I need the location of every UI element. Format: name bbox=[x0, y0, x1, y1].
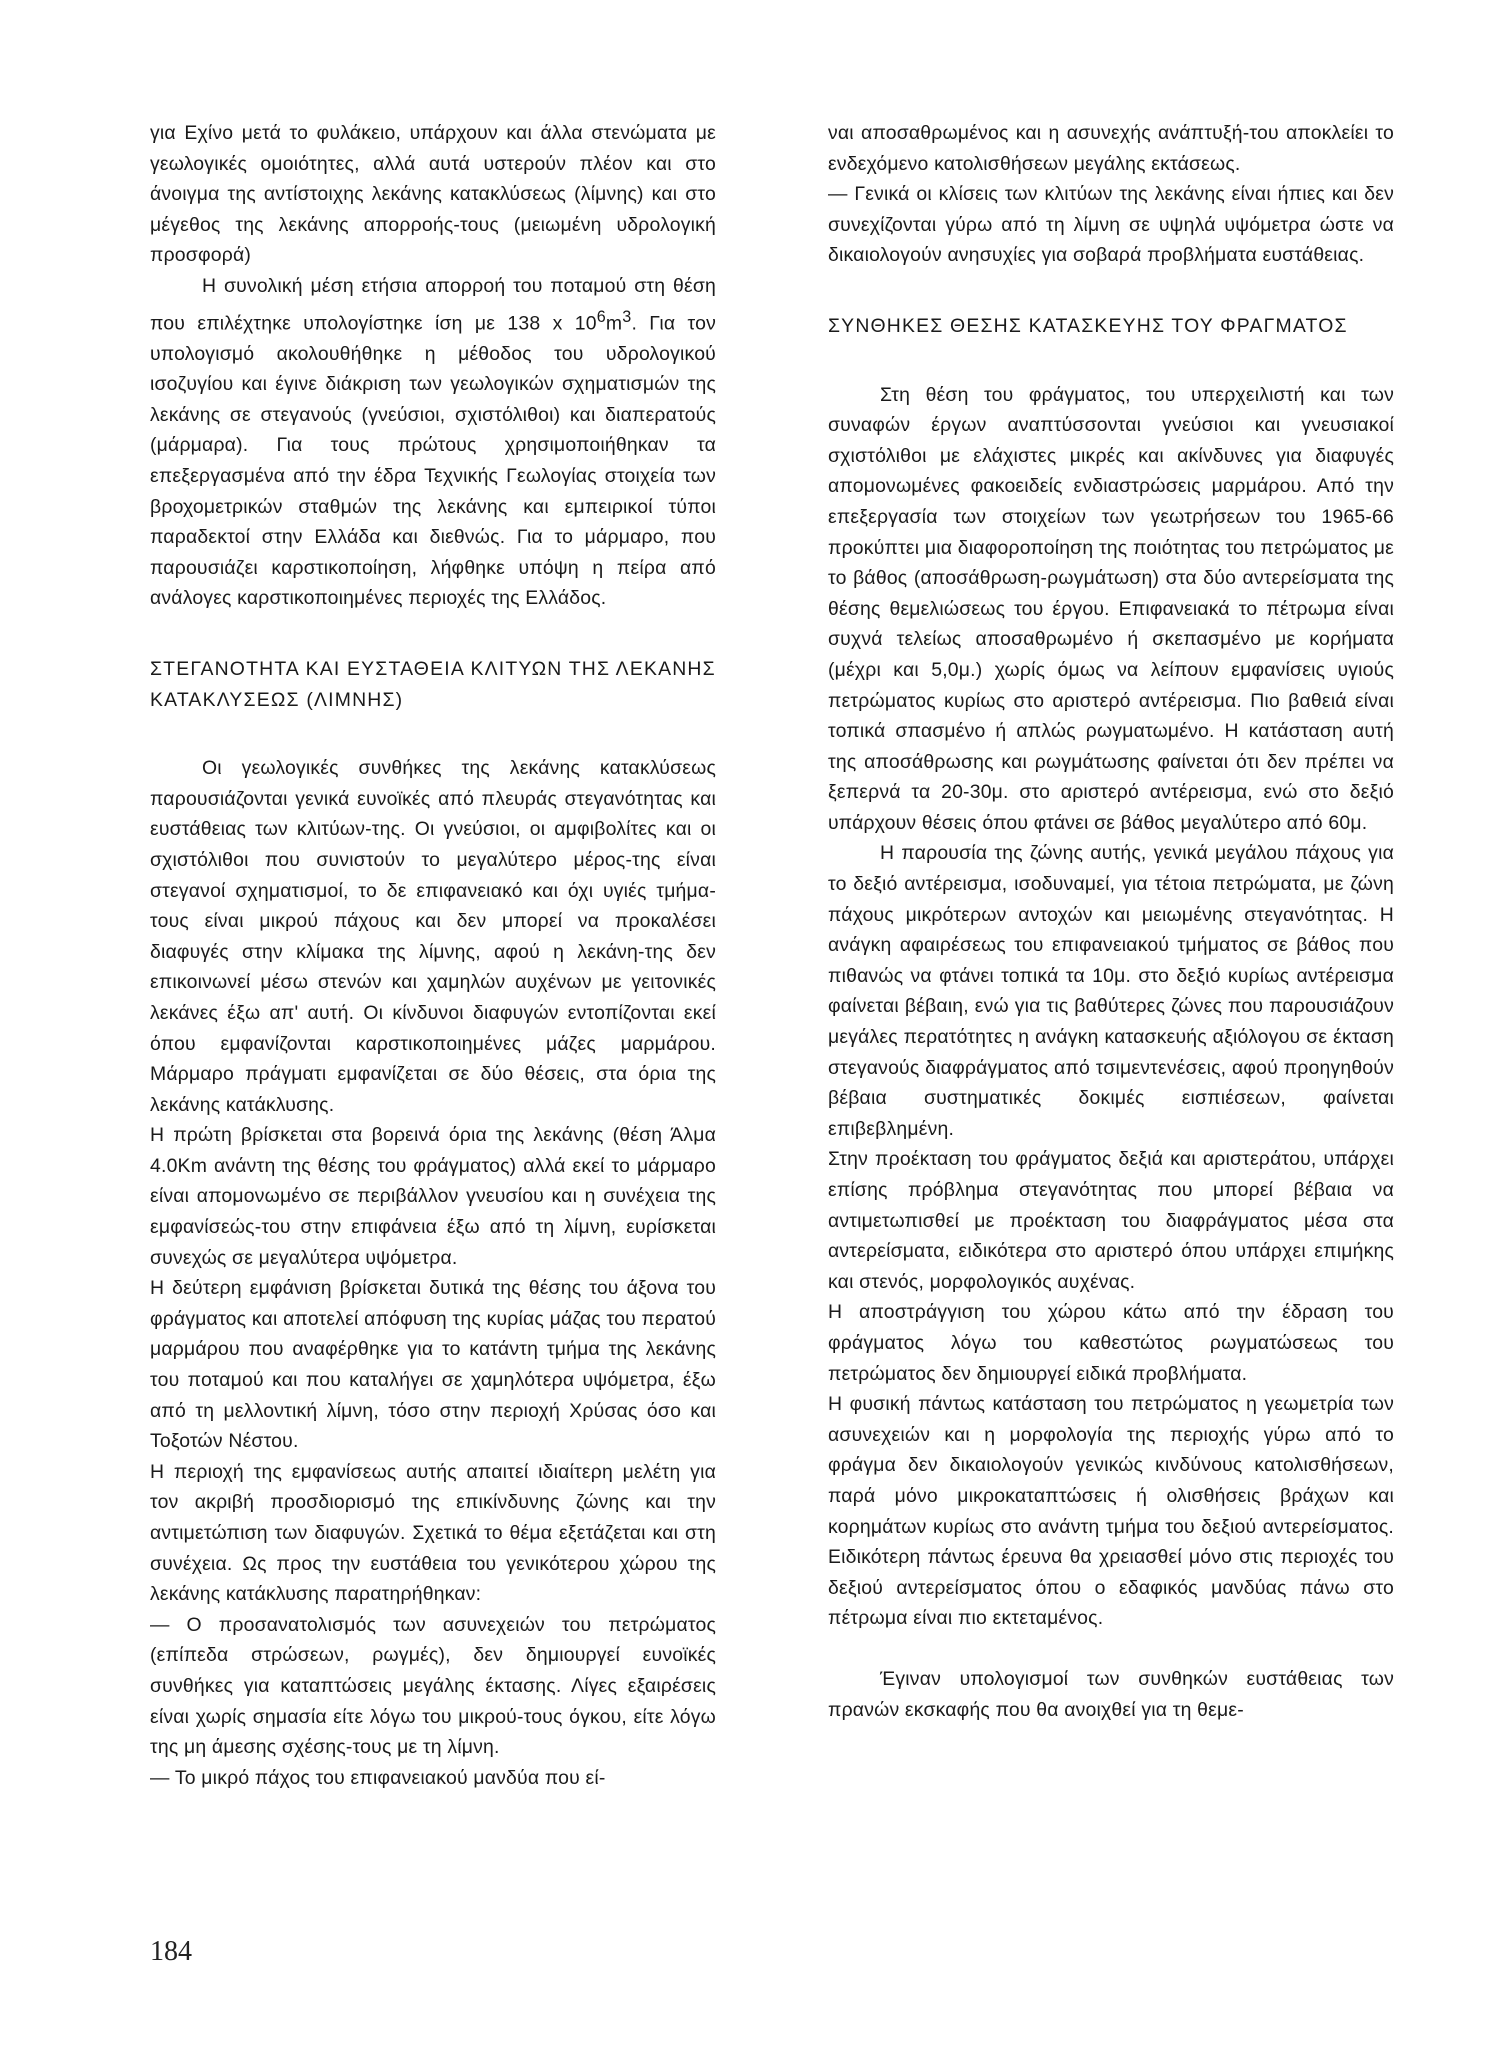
right-column bbox=[828, 118, 1394, 1725]
paragraph: Στην προέκταση του φράγματος δεξιά και αριστεράτου, υπάρχει επίσης πρόβλημα στεγανότητας που μπορεί βέβαια να αντιμετωπισθεί με προέκταση του διαφράγματος μέσα στα αντερείσματα, ειδικότερα στο αριστερό όπου υπάρχει επιμήκης και στενός, μορφολογικός αυχένας. bbox=[828, 1148, 1394, 1293]
exponent-three: 3 bbox=[622, 307, 632, 326]
list-item: — Ο προσανατολισμός των ασυνεχειών του πετρώματος (επίπεδα στρώσεων, ρωγμές), δεν δημιουργεί ευνοϊκές συνθήκες για καταπτώσεις μεγάλης έκτασης. Λίγες εξαιρέσεις είναι χωρίς σημασία είτε λόγω του μικρού-τους όγκου, είτε λόγω της μη άμεσης σχέσης-τους με τη λίμνη. bbox=[150, 1613, 716, 1759]
paragraph: Η περιοχή της εμφανίσεως αυτής απαιτεί ιδιαίτερη μελέτη για τον ακριβή προσδιορισμό της επικίνδυνης ζώνης και την αντιμετώπιση των διαφυγών. Σχετικά το θέμα εξετάζεται και στη συνέχεια. Ως προς την ευστάθεια του γενικότερου χώρου της λεκάνης κατάκλυσης παρατηρήθηκαν: bbox=[150, 1460, 716, 1606]
paragraph: Η φυσική πάντως κατάσταση του πετρώματος η γεωμετρία των ασυνεχειών και η μορφολογία της περιοχής γύρω από το φράγμα δεν δικαιολογούν γενικώς κινδύνους κατολισθήσεων, παρά μόνο μικροκαταπτώσεις ή ολισθήσεις βράχων και κορημάτων κυρίως στο ανάντη τμήμα του δεξιού αντερείσματος. Ειδικότερη πάντως έρευνα θα χρειασθεί μόνο στις περιοχές του δεξιού αντερείσματος όπου ο εδαφικός μανδύας πάνω στο πέτρωμα είναι πιο εκτεταμένος. bbox=[828, 1393, 1394, 1630]
paragraph: Η δεύτερη εμφάνιση βρίσκεται δυτικά της θέσης του άξονα του φράγματος και αποτελεί απόφυση της κυρίας μάζας του περατού μαρμάρου που αναφέρθηκε για το κατάντη τμήμα της λεκάνης του ποταμού και που καταλήγει σε χαμηλότερα υψόμετρα, έξω από τη μελλοντική λίμνη, τόσο στην περιοχή Χρύσας όσο και Τοξοτών Νέστου. bbox=[150, 1277, 716, 1453]
section-heading-dam-site: ΣΥΝΘΗΚΕΣ ΘΕΣΗΣ ΚΑΤΑΣΚΕΥΗΣ ΤΟΥ ΦΡΑΓΜΑΤΟΣ bbox=[828, 314, 1348, 337]
runoff-text-start: Η συνολική μέση ετήσια απορροή του ποταμού στη θέση που επιλέχτηκε υπολογίστηκε ίση με 138 x 10 bbox=[150, 274, 716, 335]
paragraph-runoff bbox=[150, 271, 716, 614]
page-number: 184 bbox=[150, 1936, 192, 1967]
unit-meter: m bbox=[605, 312, 623, 335]
paragraph: Έγιναν υπολογισμοί των συνθηκών ευστάθειας των πρανών εκσκαφής που θα ανοιχθεί για τη θεμε- bbox=[828, 1667, 1394, 1721]
paragraph: Οι γεωλογικές συνθήκες της λεκάνης κατακλύσεως παρουσιάζονται γενικά ευνοϊκές από πλευράς στεγανότητας και ευστάθειας των κλιτύων-της. Οι γνεύσιοι, οι αμφιβολίτες και οι σχιστόλιθοι που συνιστούν το μεγαλύτερο μέρος-της είναι στεγανοί σχηματισμοί, το δε επιφανειακό και όχι υγιές τμήμα-τους είναι μικρού πάχους και δεν μπορεί να προκαλέσει διαφυγές στην κλίμακα της λίμνης, αφού η λεκάνη-της δεν επικοινωνεί μέσω στενών και χαμηλών αυχένων με γειτονικές λεκάνες έξω απ' αυτή. Οι κίνδυνοι διαφυγών εντοπίζονται εκεί όπου εμφανίζονται καρστικοποιημένες μάζες μαρμάρου. Μάρμαρο πράγματι εμφανίζεται σε δύο θέσεις, στα όρια της λεκάνης κατάκλυσης. bbox=[150, 757, 716, 1116]
paragraph: για Εχίνο μετά το φυλάκειο, υπάρχουν και άλλα στενώματα με γεωλογικές ομοιότητες, αλλά αυτά υστερούν πλέον και στο άνοιγμα της αντίστοιχης λεκάνης κατακλύσεως (λίμνης) και στο μέγεθος της λεκάνης απορροής-τους (μειωμένη υδρολογική προσφορά) bbox=[150, 122, 716, 267]
list-item: — Το μικρό πάχος του επιφανειακού μανδύα που εί- bbox=[150, 1766, 606, 1789]
list-item: — Γενικά οι κλίσεις των κλιτύων της λεκάνης είναι ήπιες και δεν συνεχίζονται γύρω από τη λίμνη σε υψηλά υψόμετρα ώστε να δικαιολογούν ανησυχίες για σοβαρά προβλήματα ευστάθειας. bbox=[828, 183, 1394, 267]
spacer bbox=[828, 1634, 1394, 1664]
paragraph: Η πρώτη βρίσκεται στα βορεινά όρια της λεκάνης (θέση Άλμα 4.0Km ανάντη της θέσης του φράγματος) αλλά εκεί το μάρμαρο είναι απομονωμένο σε περιβάλλον γνευσίου και η συνέχεια της εμφανίσεώς-του στην επιφάνεια έξω από τη λίμνη, ευρίσκεται συνεχώς σε μεγαλύτερα υψόμετρα. bbox=[150, 1124, 716, 1269]
section-heading-watertightness: ΣΤΕΓΑΝΟΤΗΤΑ ΚΑΙ ΕΥΣΤΑΘΕΙΑ ΚΛΙΤΥΩΝ ΤΗΣ ΛΕΚΑΝΗΣ ΚΑΤΑΚΛΥΣΕΩΣ (ΛΙΜΝΗΣ) bbox=[150, 657, 716, 711]
runoff-text-end: . Για τον υπολογισμό ακολουθήθηκε η μέθοδος του υδρολογικού ισοζυγίου και έγινε διάκριση των γεωλογικών σχηματισμών της λεκάνης σε στεγανούς (γνεύσιοι, σχιστόλιθοι) και διαπερατούς (μάρμαρα). Για τους πρώτους χρησιμοποιήθηκαν τα επεξεργασμένα από την έδρα Τεχνικής Γεωλογίας στοιχεία των βροχομετρικών σταθμών της λεκάνης και εμπειρικοί τύποι παραδεκτοί στην Ελλάδα και διεθνώς. Για το μάρμαρο, που παρουσιάζει καρστικοποίηση, λήφθηκε υπόψη η πείρα από ανάλογες καρστικοποιημένες περιοχές της Ελλάδος. bbox=[150, 312, 716, 610]
left-column bbox=[150, 118, 716, 1793]
paragraph: Στη θέση του φράγματος, του υπερχειλιστή και των συναφών έργων αναπτύσσονται γνεύσιοι και γνευσιακοί σχιστόλιθοι με ελάχιστες μικρές και ακίνδυνες για διαφυγές απομονωμένες φακοειδείς ενδιαστρώσεις μαρμάρου. Από την επεξεργασία των στοιχείων των γεωτρήσεων του 1965-66 προκύπτει μια διαφοροποίηση της ποιότητας του πετρώματος με το βάθος (αποσάθρωση-ρωγμάτωση) στα δύο αντερείσματα της θέσης θεμελιώσεως του έργου. Επιφανειακά το πέτρωμα είναι συχνά τελείως αποσαθρωμένο ή σκεπασμένο με κορήματα (μέχρι και 5,0μ.) χωρίς όμως να λείπουν εμφανίσεις υγιούς πετρώματος κυρίως στο αριστερό αντέρεισμα. Πιο βαθειά είναι τοπικά σπασμένο ή απλώς ρωγματωμένο. Η κατάσταση αυτή της αποσάθρωσης και ρωγμάτωσης φαίνεται ότι δεν πρέπει να ξεπερνά τα 20-30μ. στο αριστερό αντέρεισμα, ενώ στο δεξιό υπάρχουν θέσεις όπου φτάνει σε βάθος μεγαλύτερο από 60μ. bbox=[828, 383, 1394, 834]
paragraph: Η αποστράγγιση του χώρου κάτω από την έδραση του φράγματος λόγω του καθεστώτος ρωγματώσεως του πετρώματος δεν δημιουργεί ειδικά προβλήματα. bbox=[828, 1301, 1394, 1385]
paragraph: ναι αποσαθρωμένος και η ασυνεχής ανάπτυξή-του αποκλείει το ενδεχόμενο κατολισθήσεων μεγάλης εκτάσεως. bbox=[828, 122, 1394, 175]
paragraph: Η παρουσία της ζώνης αυτής, γενικά μεγάλου πάχους για το δεξιό αντέρεισμα, ισοδυναμεί, για τέτοια πετρώματα, με ζώνη πάχους μικρότερων αντοχών και μειωμένης στεγανότητας. Η ανάγκη αφαιρέσεως του επιφανειακού τμήματος σε βάθος που πιθανώς να φτάνει τοπικά τα 10μ. στο δεξιό κυρίως αντέρεισμα φαίνεται βέβαιη, ενώ για τις βαθύτερες ζώνες που παρουσιάζουν μεγάλες περατότητες η ανάγκη κατασκευής αξιόλογου σε έκταση στεγανούς διαφράγματος από τσιμεντενέσεις, αφού προηγηθούν βέβαια συστηματικές δοκιμές εισπιέσεων, φαίνεται επιβεβλημένη. bbox=[828, 842, 1394, 1140]
exponent-six: 6 bbox=[596, 307, 606, 326]
